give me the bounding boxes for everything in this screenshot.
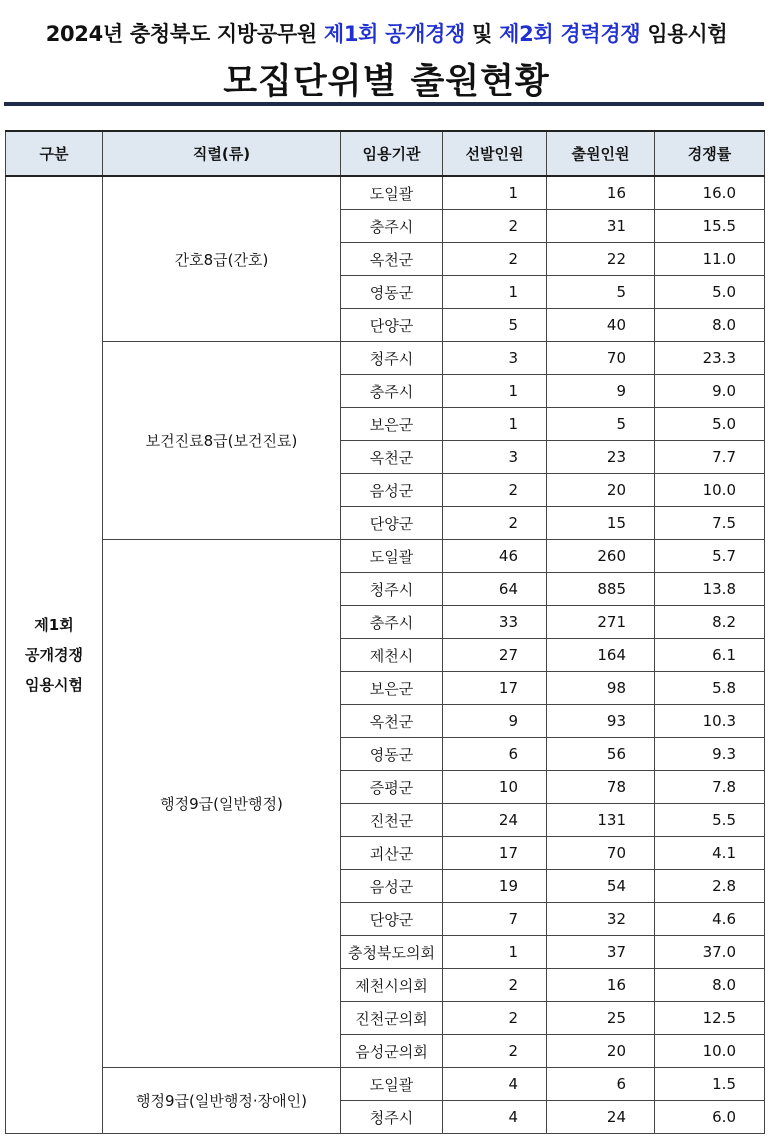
selected-count-cell: 1	[443, 936, 547, 969]
agency-cell: 제천시	[341, 639, 443, 672]
competition-ratio-cell: 9.0	[655, 375, 765, 408]
header-divider	[4, 102, 764, 106]
column-header-selected: 선발인원	[443, 131, 547, 176]
applicant-count-cell: 164	[547, 639, 655, 672]
agency-cell: 충청북도의회	[341, 936, 443, 969]
agency-cell: 청주시	[341, 342, 443, 375]
competition-ratio-cell: 11.0	[655, 243, 765, 276]
selected-count-cell: 5	[443, 309, 547, 342]
competition-ratio-cell: 10.0	[655, 474, 765, 507]
selected-count-cell: 7	[443, 903, 547, 936]
agency-cell: 음성군의회	[341, 1035, 443, 1068]
selected-count-cell: 2	[443, 969, 547, 1002]
applicant-count-cell: 20	[547, 474, 655, 507]
selected-count-cell: 2	[443, 1002, 547, 1035]
competition-ratio-cell: 5.8	[655, 672, 765, 705]
selected-count-cell: 4	[443, 1101, 547, 1134]
table-row	[6, 176, 765, 210]
selected-count-cell: 2	[443, 243, 547, 276]
applicant-count-cell: 25	[547, 1002, 655, 1035]
selected-count-cell: 10	[443, 771, 547, 804]
selected-count-cell: 2	[443, 474, 547, 507]
application-status-table	[5, 130, 765, 1134]
selected-count-cell: 1	[443, 408, 547, 441]
applicant-count-cell: 6	[547, 1068, 655, 1101]
selected-count-cell: 17	[443, 672, 547, 705]
applicant-count-cell: 93	[547, 705, 655, 738]
selected-count-cell: 2	[443, 507, 547, 540]
competition-ratio-cell: 23.3	[655, 342, 765, 375]
selected-count-cell: 64	[443, 573, 547, 606]
applicant-count-cell: 271	[547, 606, 655, 639]
table-row	[6, 540, 765, 573]
applicant-count-cell: 885	[547, 573, 655, 606]
competition-ratio-cell: 5.0	[655, 408, 765, 441]
agency-cell: 괴산군	[341, 837, 443, 870]
competition-ratio-cell: 6.1	[655, 639, 765, 672]
applicant-count-cell: 56	[547, 738, 655, 771]
job-series-cell: 행정9급(일반행정·장애인)	[103, 1068, 341, 1134]
column-header-job-series: 직렬(류)	[103, 131, 341, 176]
competition-ratio-cell: 6.0	[655, 1101, 765, 1134]
job-series-cell: 행정9급(일반행정)	[103, 540, 341, 1068]
competition-ratio-cell: 4.6	[655, 903, 765, 936]
column-header-applicants: 출원인원	[547, 131, 655, 176]
agency-cell: 도일괄	[341, 1068, 443, 1101]
table-row	[6, 1068, 765, 1101]
competition-ratio-cell: 16.0	[655, 176, 765, 210]
category-label-line1: 제1회	[34, 616, 74, 634]
agency-cell: 음성군	[341, 870, 443, 903]
competition-ratio-cell: 7.5	[655, 507, 765, 540]
column-header-agency: 임용기관	[341, 131, 443, 176]
selected-count-cell: 46	[443, 540, 547, 573]
selected-count-cell: 1	[443, 375, 547, 408]
agency-cell: 진천군의회	[341, 1002, 443, 1035]
agency-cell: 보은군	[341, 672, 443, 705]
agency-cell: 제천시의회	[341, 969, 443, 1002]
title-text-2: 및	[465, 22, 500, 46]
competition-ratio-cell: 5.0	[655, 276, 765, 309]
applicant-count-cell: 260	[547, 540, 655, 573]
applicant-count-cell: 16	[547, 969, 655, 1002]
selected-count-cell: 9	[443, 705, 547, 738]
competition-ratio-cell: 15.5	[655, 210, 765, 243]
competition-ratio-cell: 9.3	[655, 738, 765, 771]
agency-cell: 음성군	[341, 474, 443, 507]
competition-ratio-cell: 5.5	[655, 804, 765, 837]
agency-cell: 청주시	[341, 573, 443, 606]
competition-ratio-cell: 8.2	[655, 606, 765, 639]
agency-cell: 보은군	[341, 408, 443, 441]
agency-cell: 충주시	[341, 606, 443, 639]
applicant-count-cell: 40	[547, 309, 655, 342]
category-label-line3: 임용시험	[25, 676, 83, 694]
applicant-count-cell: 5	[547, 276, 655, 309]
page-title	[0, 18, 773, 48]
applicant-count-cell: 70	[547, 342, 655, 375]
applicant-count-cell: 70	[547, 837, 655, 870]
selected-count-cell: 27	[443, 639, 547, 672]
page-header	[0, 0, 773, 110]
table-body	[6, 176, 765, 1134]
agency-cell: 도일괄	[341, 176, 443, 210]
agency-cell: 충주시	[341, 375, 443, 408]
title-highlight-2: 제2회 경력경쟁	[499, 22, 641, 46]
competition-ratio-cell: 5.7	[655, 540, 765, 573]
table-header-row	[6, 131, 765, 176]
competition-ratio-cell: 8.0	[655, 309, 765, 342]
selected-count-cell: 2	[443, 1035, 547, 1068]
selected-count-cell: 1	[443, 276, 547, 309]
selected-count-cell: 17	[443, 837, 547, 870]
applicant-count-cell: 24	[547, 1101, 655, 1134]
agency-cell: 단양군	[341, 309, 443, 342]
job-series-cell: 보건진료8급(보건진료)	[103, 342, 341, 540]
applicant-count-cell: 54	[547, 870, 655, 903]
agency-cell: 영동군	[341, 276, 443, 309]
competition-ratio-cell: 7.8	[655, 771, 765, 804]
selected-count-cell: 19	[443, 870, 547, 903]
agency-cell: 도일괄	[341, 540, 443, 573]
agency-cell: 옥천군	[341, 243, 443, 276]
agency-cell: 충주시	[341, 210, 443, 243]
column-header-category: 구분	[6, 131, 103, 176]
selected-count-cell: 1	[443, 176, 547, 210]
applicant-count-cell: 31	[547, 210, 655, 243]
applicant-count-cell: 5	[547, 408, 655, 441]
agency-cell: 진천군	[341, 804, 443, 837]
applicant-count-cell: 32	[547, 903, 655, 936]
applicant-count-cell: 131	[547, 804, 655, 837]
title-text-1: 2024년 충청북도 지방공무원	[45, 22, 324, 46]
competition-ratio-cell: 4.1	[655, 837, 765, 870]
applicant-count-cell: 15	[547, 507, 655, 540]
competition-ratio-cell: 37.0	[655, 936, 765, 969]
competition-ratio-cell: 8.0	[655, 969, 765, 1002]
applicant-count-cell: 78	[547, 771, 655, 804]
title-highlight-1: 제1회 공개경쟁	[323, 22, 466, 46]
applicant-count-cell: 9	[547, 375, 655, 408]
selected-count-cell: 2	[443, 210, 547, 243]
competition-ratio-cell: 12.5	[655, 1002, 765, 1035]
competition-ratio-cell: 13.8	[655, 573, 765, 606]
competition-ratio-cell: 10.0	[655, 1035, 765, 1068]
selected-count-cell: 3	[443, 441, 547, 474]
category-label-line2: 공개경쟁	[25, 646, 83, 664]
selected-count-cell: 33	[443, 606, 547, 639]
agency-cell: 영동군	[341, 738, 443, 771]
applicant-count-cell: 16	[547, 176, 655, 210]
agency-cell: 단양군	[341, 903, 443, 936]
title-text-3: 임용시험	[640, 22, 728, 46]
applicant-count-cell: 37	[547, 936, 655, 969]
applicant-count-cell: 23	[547, 441, 655, 474]
page-subtitle: 모집단위별 출원현황	[223, 62, 550, 102]
job-series-cell: 간호8급(간호)	[103, 176, 341, 342]
column-header-ratio: 경쟁률	[655, 131, 765, 176]
competition-ratio-cell: 10.3	[655, 705, 765, 738]
agency-cell: 단양군	[341, 507, 443, 540]
selected-count-cell: 3	[443, 342, 547, 375]
applicant-count-cell: 98	[547, 672, 655, 705]
applicant-count-cell: 20	[547, 1035, 655, 1068]
competition-ratio-cell: 1.5	[655, 1068, 765, 1101]
table-row	[6, 342, 765, 375]
agency-cell: 청주시	[341, 1101, 443, 1134]
applicant-count-cell: 22	[547, 243, 655, 276]
competition-ratio-cell: 7.7	[655, 441, 765, 474]
selected-count-cell: 24	[443, 804, 547, 837]
selected-count-cell: 4	[443, 1068, 547, 1101]
agency-cell: 옥천군	[341, 441, 443, 474]
agency-cell: 증평군	[341, 771, 443, 804]
competition-ratio-cell: 2.8	[655, 870, 765, 903]
selected-count-cell: 6	[443, 738, 547, 771]
category-cell	[6, 176, 103, 1134]
agency-cell: 옥천군	[341, 705, 443, 738]
